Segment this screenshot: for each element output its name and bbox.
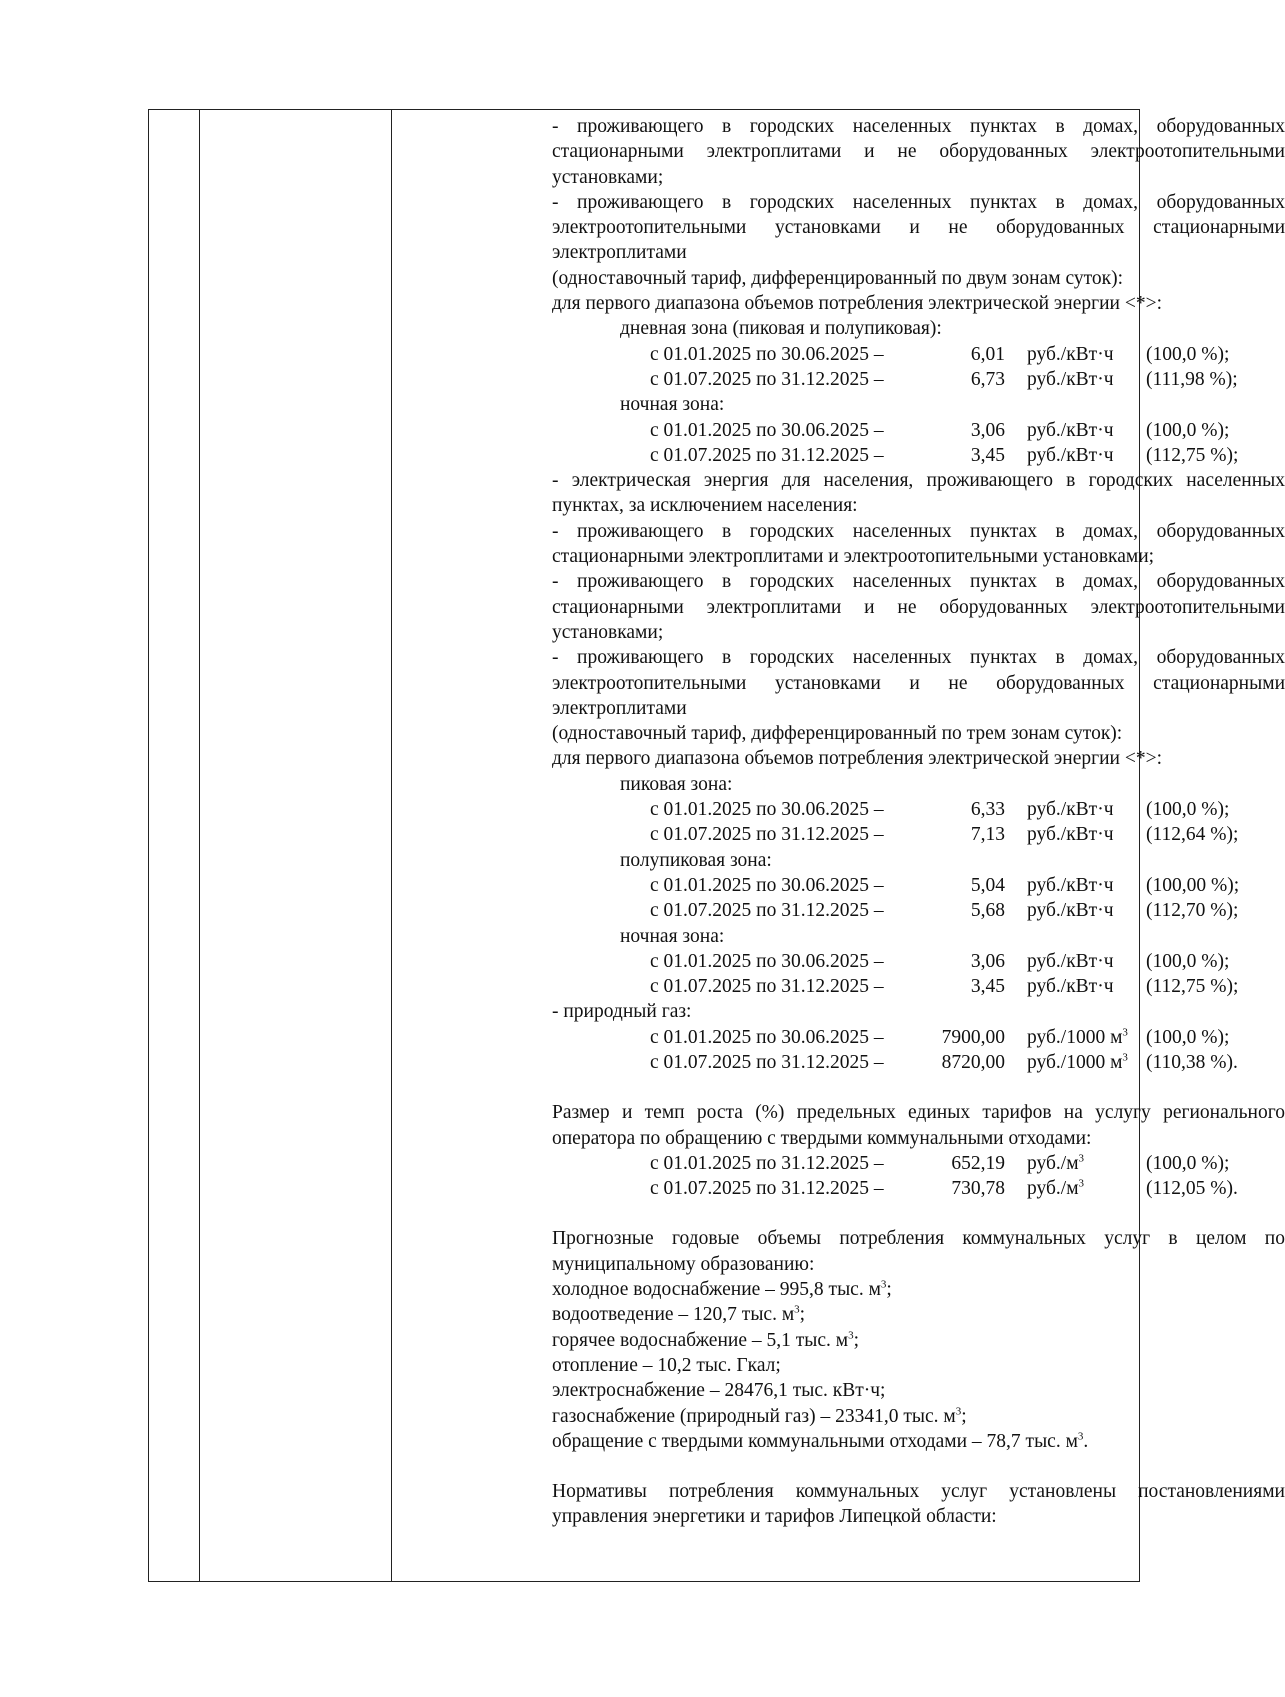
- rate-period: с 01.01.2025 по 30.06.2025 –: [650, 1026, 884, 1048]
- rate-percent: (100,0 %);: [1146, 1026, 1230, 1048]
- rate-percent: (111,98 %);: [1146, 368, 1238, 390]
- rate-row: [552, 443, 1285, 468]
- rate-row: [552, 974, 1285, 999]
- rate-value: 6,73: [970, 368, 1005, 390]
- rate-row: [552, 873, 1285, 898]
- rate-unit: руб./кВт·ч: [1027, 976, 1114, 998]
- rate-unit: руб./кВт·ч: [1027, 799, 1114, 821]
- rate-row: [552, 418, 1285, 443]
- rate-percent: (100,0 %);: [1146, 799, 1230, 821]
- rate-unit: руб./м: [1027, 1152, 1079, 1174]
- rate-percent: (100,00 %);: [1146, 874, 1240, 896]
- block2-bullet-1: - проживающего в городских населенных пунктах в домах, оборудованных стационарными электроплитами и электроотопительными установками;: [552, 520, 1285, 568]
- rate-period: с 01.07.2025 по 31.12.2025 –: [650, 1051, 884, 1073]
- unit-superscript: 3: [1122, 1051, 1128, 1064]
- rate-period: с 01.01.2025 по 30.06.2025 –: [650, 874, 884, 896]
- zone-label: полупиковая зона:: [620, 849, 772, 871]
- rate-value: 3,45: [970, 976, 1005, 998]
- rate-unit: руб./м: [1027, 1178, 1079, 1200]
- rate-period: с 01.07.2025 по 31.12.2025 –: [650, 1178, 884, 1200]
- volume-item: электроснабжение – 28476,1 тыс. кВт·ч;: [552, 1380, 886, 1402]
- rate-value: 6,01: [970, 343, 1005, 365]
- rate-value: 730,78: [951, 1178, 1005, 1200]
- volume-item: отопление – 10,2 тыс. Гкал;: [552, 1354, 781, 1376]
- rate-row: [552, 949, 1285, 974]
- block1-bullet-2: - проживающего в городских населенных пунктах в домах, оборудованных электроотопительными установками и не оборудованных стационарными электроплитами: [552, 191, 1285, 264]
- block2-zone: [552, 924, 1285, 1000]
- rate-percent: (112,75 %);: [1146, 444, 1239, 466]
- rate-period: с 01.07.2025 по 31.12.2025 –: [650, 444, 884, 466]
- table-frame: [148, 109, 1285, 1582]
- rate-row: [552, 342, 1285, 367]
- rate-value: 652,19: [951, 1152, 1005, 1174]
- rate-percent: (112,05 %).: [1146, 1178, 1238, 1200]
- rate-percent: (110,38 %).: [1146, 1051, 1238, 1073]
- zone-label: ночная зона:: [620, 925, 725, 947]
- rate-period: с 01.01.2025 по 31.12.2025 –: [650, 1152, 884, 1174]
- block1-zone: [552, 316, 1285, 392]
- block1-bullet-1: - проживающего в городских населенных пунктах в домах, оборудованных стационарными электроплитами и не оборудованных электроотопительными установками;: [552, 116, 1285, 188]
- rate-value: 6,33: [970, 799, 1005, 821]
- rate-unit: руб./кВт·ч: [1027, 419, 1114, 441]
- rate-row: [552, 1176, 1285, 1201]
- rate-period: с 01.01.2025 по 30.06.2025 –: [650, 799, 884, 821]
- rate-period: с 01.01.2025 по 30.06.2025 –: [650, 950, 884, 972]
- unit-superscript: 3: [1122, 1026, 1128, 1039]
- rate-row: [552, 1025, 1285, 1050]
- rate-period: с 01.01.2025 по 30.06.2025 –: [650, 343, 884, 365]
- rate-row: [552, 1151, 1285, 1176]
- rate-row: [552, 1050, 1285, 1075]
- block1-zone: [552, 392, 1285, 468]
- waste-tariff-text: Размер и темп роста (%) предельных единых тарифов на услугу регионального оператора по обращению с твердыми коммунальными отходами:: [552, 1102, 1285, 1149]
- rate-row: [552, 822, 1285, 847]
- volume-item: водоотведение – 120,7 тыс. $м^3$;: [552, 1303, 806, 1326]
- block2-bullet-3: - проживающего в городских населенных пунктах в домах, оборудованных электроотопительными установками и не оборудованных стационарными электроплитами: [552, 647, 1285, 719]
- norms-text: Нормативы потребления коммунальных услуг установлены постановлениями управления энергетики и тарифов Липецкой области:: [552, 1481, 1285, 1528]
- rate-value: 7900,00: [941, 1026, 1005, 1048]
- block2-range-note: для первого диапазона объемов потребления электрической энергии <*>:: [552, 748, 1163, 770]
- unit-superscript: 3: [1078, 1177, 1085, 1190]
- rate-value: 3,06: [970, 419, 1005, 441]
- rate-unit: руб./кВт·ч: [1027, 824, 1114, 846]
- rate-period: с 01.07.2025 по 31.12.2025 –: [650, 976, 884, 998]
- rate-unit: руб./1000 м: [1027, 1051, 1123, 1073]
- rate-unit: руб./кВт·ч: [1027, 950, 1114, 972]
- rate-percent: (100,0 %);: [1146, 343, 1230, 365]
- zone-label: дневная зона (пиковая и полупиковая):: [620, 318, 942, 340]
- volume-item: горячее водоснабжение – 5,1 тыс. $м^3$;: [552, 1329, 860, 1351]
- zone-label: ночная зона:: [620, 394, 725, 416]
- block2-tariff-note: (одноставочный тариф, дифференцированный по трем зонам суток):: [552, 723, 1123, 745]
- rate-unit: руб./1000 м: [1027, 1026, 1123, 1048]
- block1-range-note: для первого диапазона объемов потребления электрической энергии <*>:: [552, 293, 1163, 315]
- rate-value: 5,04: [970, 874, 1005, 896]
- rate-unit: руб./кВт·ч: [1027, 343, 1114, 365]
- block2-bullet-2: - проживающего в городских населенных пунктах в домах, оборудованных стационарными электроплитами и не оборудованных электроотопительными установками;: [552, 571, 1285, 643]
- rate-percent: (100,0 %);: [1146, 419, 1230, 441]
- rate-period: с 01.01.2025 по 30.06.2025 –: [650, 419, 884, 441]
- rate-unit: руб./кВт·ч: [1027, 444, 1114, 466]
- volumes-intro: Прогнозные годовые объемы потребления коммунальных услуг в целом по муниципальному образованию:: [552, 1228, 1285, 1275]
- volume-item: обращение с твердыми коммунальными отходами – 78,7 тыс. $м^3$.: [552, 1430, 1089, 1452]
- rate-percent: (112,70 %);: [1146, 900, 1239, 922]
- content-cell: [552, 114, 1285, 1530]
- rate-value: 3,06: [970, 950, 1005, 972]
- volume-item: холодное водоснабжение – 995,8 тыс. $м^3$;: [552, 1278, 892, 1301]
- rate-row: [552, 797, 1285, 822]
- volume-item: газоснабжение (природный газ) – 23341,0 тыс. $м^3$;: [552, 1405, 967, 1427]
- unit-superscript: 3: [1078, 1152, 1085, 1165]
- rate-value: 3,45: [970, 444, 1005, 466]
- gas-title: - природный газ:: [552, 1001, 692, 1023]
- rate-period: с 01.07.2025 по 31.12.2025 –: [650, 368, 884, 390]
- rate-unit: руб./кВт·ч: [1027, 368, 1114, 390]
- column-divider-2: [391, 110, 392, 1581]
- rate-percent: (100,0 %);: [1146, 1152, 1230, 1174]
- rate-row: [552, 898, 1285, 923]
- rate-period: с 01.07.2025 по 31.12.2025 –: [650, 900, 884, 922]
- rate-unit: руб./кВт·ч: [1027, 874, 1114, 896]
- block2-intro: - электрическая энергия для населения, проживающего в городских населенных пунктах, за исключением населения:: [552, 470, 1285, 517]
- block1-tariff-note: (одноставочный тариф, дифференцированный по двум зонам суток):: [552, 267, 1123, 289]
- rate-value: 8720,00: [941, 1051, 1005, 1073]
- rate-period: с 01.07.2025 по 31.12.2025 –: [650, 824, 884, 846]
- rate-percent: (112,75 %);: [1146, 976, 1239, 998]
- block2-zone: [552, 848, 1285, 924]
- rate-unit: руб./кВт·ч: [1027, 900, 1114, 922]
- rate-percent: (112,64 %);: [1146, 824, 1239, 846]
- block2-zone: [552, 772, 1285, 848]
- rate-percent: (100,0 %);: [1146, 950, 1230, 972]
- rate-row: [552, 367, 1285, 392]
- rate-value: 7,13: [970, 824, 1005, 846]
- zone-label: пиковая зона:: [620, 773, 733, 795]
- column-divider-1: [199, 110, 200, 1581]
- rate-value: 5,68: [970, 900, 1005, 922]
